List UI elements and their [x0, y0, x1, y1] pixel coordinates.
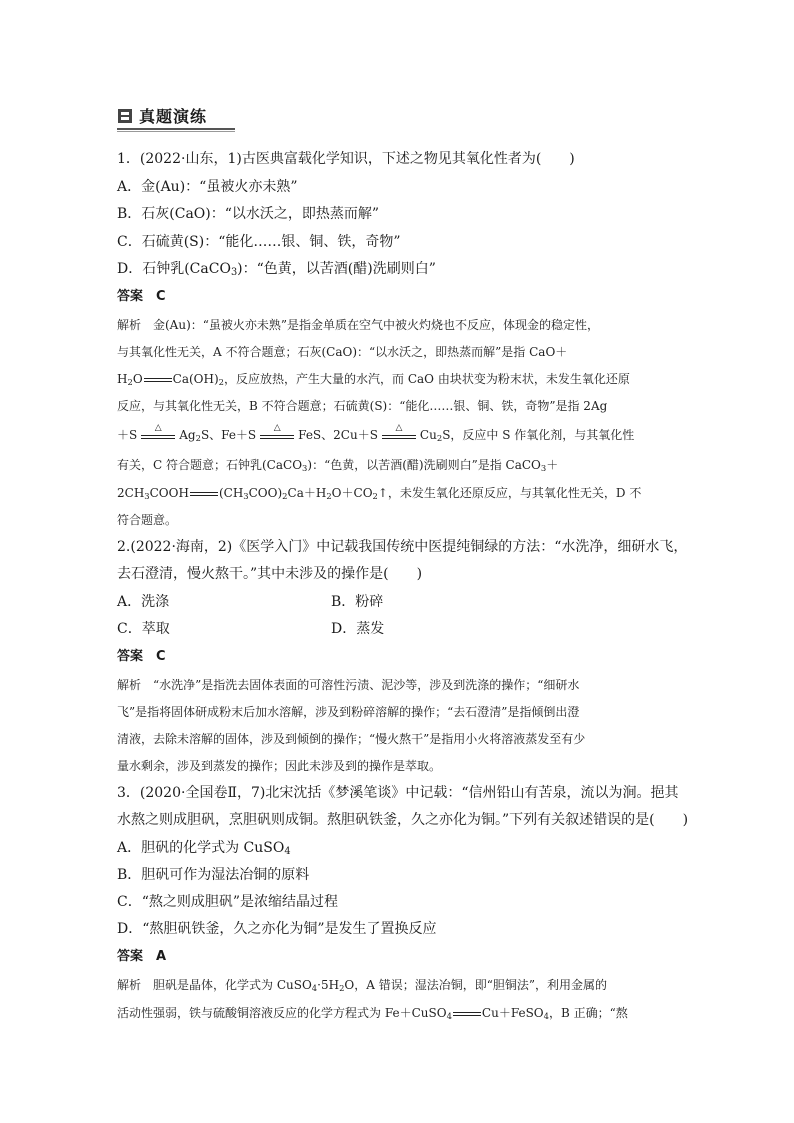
equals-sign [190, 490, 218, 498]
q3-explanation-line: 解析 胆矾是晶体，化学式为 $CuSO_4\cdot 5H_2O$，A 错误；湿法冶铜，即“胆铜法”，利用金属的 [117, 978, 607, 993]
q2-stem: 2.(2022·海南，2)《医学入门》中记载我国传统中医提纯铜绿的方法：“水洗净，细研水飞， [117, 539, 688, 555]
q2-option-b: B．粉碎 [331, 594, 384, 610]
section-header [117, 104, 207, 127]
q1-explanation-line: 有关，C 符合题意；石钟乳(CaCO$_3$)：“色黄，以苦酒(醋)洗刷则白”是指 CaCO$_3$＋ [117, 458, 559, 473]
q1-stem: 1．(2022·山东，1)古医典富载化学知识，下述之物见其氧化性者为( ) [117, 151, 575, 167]
q2-explanation-line: 飞”是指将固体研成粉末后加水溶解，涉及到粉碎溶解的操作；“去石澄清”是指倾倒出澄 [117, 705, 580, 719]
q2-option-row [117, 593, 169, 611]
equals-sign [453, 1010, 481, 1018]
q1-explanation-line: 解析 金(Au)：“虽被火亦未熟”是指金单质在空气中被火灼烧也不反应，体现金的稳定性， [117, 318, 600, 332]
q1-explanation-line: 与其氧化性无关，A 不符合题意；石灰(CaO)：“以水沃之，即热蒸而解”是指 CaO＋ [117, 345, 568, 359]
section-marker-icon [117, 108, 133, 124]
heat-equals-sign: △ [141, 431, 175, 441]
q2-option-a: A．洗涤 [117, 594, 170, 610]
q1-option-b: B．石灰(CaO)：“以水沃之，即热蒸而解” [117, 206, 380, 222]
q2-explanation-line: 清液，去除未溶解的固体，涉及到倾倒的操作；“慢火熬干”是指用小火将溶液蒸发至有少 [117, 732, 586, 746]
q3-explanation-line: 活动性强弱，铁与硫酸铜溶液反应的化学方程式为 Fe＋CuSO$_4$ Cu＋FeSO$_4$，B 正确；“熬 [117, 1006, 628, 1021]
section-title: 真题演练 [139, 107, 208, 126]
q1-explanation-line: $H_2O$ $Ca(OH)_2$，反应放热，产生大量的水汽，而 CaO 由块状变为粉末状，未发生氧化还原 [117, 372, 630, 387]
q3-option-c: C．“熬之则成胆矾”是浓缩结晶过程 [117, 894, 339, 910]
header-rule-thin [117, 131, 235, 132]
q2-stem: 去石澄清，慢火熬干。”其中未涉及的操作是( ) [117, 566, 423, 582]
heat-equals-sign: △ [260, 431, 294, 441]
q1-explanation-line: 反应，与其氧化性无关，B 不符合题意；石硫黄(S)：“能化……银、铜、铁，奇物”是指 2Ag [117, 399, 608, 413]
q1-explanation-line: $2CH_3COOH$ $(CH_3COO)_2Ca+H_2O+CO_2↑$，未发生氧化还原反应，与其氧化性无关，D 不 [117, 486, 642, 501]
header-rule [117, 128, 235, 130]
heat-equals-sign: △ [382, 431, 416, 441]
q1-option-c: C．石硫黄(S)：“能化……银、铜、铁，奇物” [117, 234, 401, 250]
q2-answer: 答案 C [117, 649, 166, 664]
q2-option-c: C．萃取 [117, 621, 170, 637]
q1-option-a: A．金(Au)：“虽被火亦未熟” [117, 179, 298, 195]
q1-explanation-line: ＋S △ $Ag_2S$、Fe＋S △ FeS、2Cu＋S △ $Cu_2S$，反应中 S 作氧化剂，与其氧化性 [117, 422, 635, 443]
q3-option-d: D．“熬胆矾铁釜，久之亦化为铜”是发生了置换反应 [117, 921, 437, 937]
q3-stem: 3．(2020·全国卷Ⅱ，7)北宋沈括《梦溪笔谈》中记载：“信州铅山有苦泉，流以为涧。挹其 [117, 785, 679, 801]
q1-option-d: D．石钟乳(CaCO$_3$)：“色黄，以苦酒(醋)洗刷则白” [117, 261, 436, 278]
q1-explanation-line: 符合题意。 [117, 513, 178, 527]
q3-answer: 答案 A [117, 949, 167, 964]
q2-option-d: D．蒸发 [331, 621, 385, 637]
q2-explanation-line: 量水剩余，涉及到蒸发的操作；因此未涉及到的操作是萃取。 [117, 759, 442, 773]
q1-answer: 答案 C [117, 289, 166, 304]
q3-option-a: A．胆矾的化学式为 CuSO$_4$ [117, 840, 291, 857]
q2-explanation-line: 解析 “水洗净”是指洗去固体表面的可溶性污渍、泥沙等，涉及到洗涤的操作；“细研水 [117, 678, 580, 692]
equals-sign [144, 376, 172, 384]
q3-option-b: B．胆矾可作为湿法冶铜的原料 [117, 867, 310, 883]
q3-stem: 水熬之则成胆矾，烹胆矾则成铜。熬胆矾铁釜，久之亦化为铜。”下列有关叙述错误的是( ) [117, 812, 689, 828]
